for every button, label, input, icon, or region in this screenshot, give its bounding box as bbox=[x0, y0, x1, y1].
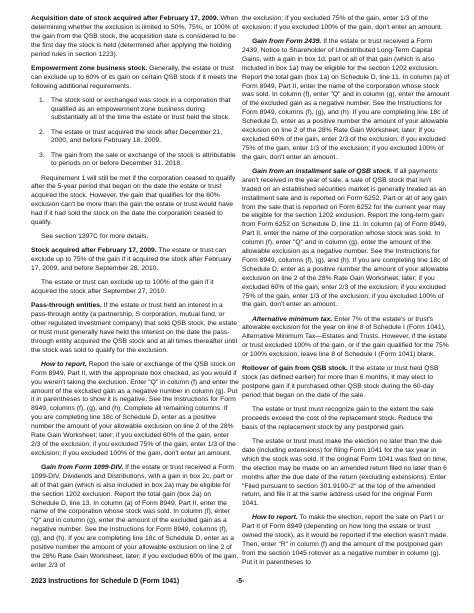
section-heading: Acquisition date of stock acquired after February 17, 2009. bbox=[31, 15, 219, 22]
section-heading: Stock acquired after February 17, 2009. bbox=[31, 247, 157, 255]
right-column bbox=[242, 15, 450, 573]
rollover-how-to-report-paragraph bbox=[242, 514, 450, 567]
requirement-paragraph: Requirement 1 will still be met if the corporation ceased to qualify after the 5-year period that began on the date the estate or trust acquired the stock. However, the gain that qualifies for the 60% exclusion can't be more than the gain the estate or trust would have had if it had sold the stock on the date the corporation ceased to qualify. bbox=[31, 174, 236, 227]
paragraph-text: If the estate or trust received a Form 1099-DIV, Dividends and Distributions, with a gain in box 2c, part or all of that gain (which is also included in box 2a) may be eligible for the section 1202 exclusion. Report the total gain (box 2a) on Schedule D, line 13. In column (a) of Form 8949, Part II, enter the name of the corporation whose stock was sold. In column (f), enter "Q" and in column (g), enter the amount of the excluded gain as a negative number. See the Instructions for Form 8949, columns (f), (g), and (h). If you are completing line 18c of Schedule D, enter as a positive number the amount of your allowable exclusion on line 2 of the 28% Rate Gain Worksheet, later; if you excluded 60% of the gain, enter 2/3 of bbox=[31, 463, 239, 569]
recognize-gain-paragraph: The estate or trust must recognize gain to the extent the sale proceeds exceed the cost of the replacement stock. Reduce the basis of the replacement stock by any postponed gain. bbox=[242, 406, 434, 431]
paragraph-text: When determining whether the exclusion is limited to 50%, 75%, or 100% of the gain from the QSB stock, the acquisition date is considered to be the first day the stock is held (determined after applying the holding period rules in section 1223). bbox=[31, 15, 239, 58]
page-number: -5- bbox=[236, 578, 245, 585]
subsection-heading: Gain from Form 1099-DIV. bbox=[41, 463, 124, 471]
left-column bbox=[31, 15, 239, 576]
list-number: 1. bbox=[39, 96, 45, 104]
subsection-heading: Alternative minimum tax. bbox=[252, 315, 333, 323]
paragraph-text: Generally, the estate or trust can exclude up to 60% of its gain on certain QSB stock if it meets the following additional requirements. bbox=[31, 64, 238, 90]
section-heading: Rollover of gain from QSB stock. bbox=[242, 365, 348, 373]
exclusion-paragraph: The estate or trust can exclude up to 100% of the gain if it acquired the stock after September 27, 2010. bbox=[31, 279, 214, 296]
list-text: The gain from the sale or exchange of the stock is attributable to periods on or before December 31, 2018. bbox=[51, 151, 236, 168]
alternative-minimum-tax-paragraph bbox=[242, 316, 450, 361]
stock-acquired-paragraph bbox=[31, 247, 239, 274]
paragraph-text: If the estate or trust received a Form 2439, Notice to Shareholder of Undistributed Long-Term Capital Gains, with a gain in box 1d, part or all of that gain (which is also included in box 1a) may be eligible for the section 1202 exclusion. Report the total gain (box 1a) on Schedule D, line 11. In column (a) of Form 8949, Part II, enter the name of the corporation whose stock was sold. In column (f), enter "Q" and in column (g), enter the amount of the excluded gain as a negative number. See the Instructions for Form 8949, columns (f), (g), and (h). If you are completing line 18c of Schedule D, enter as a positive number the amount of your allowable exclusion on line 2 of the 28% Rate Gain Worksheet, later; if you excluded 60% of the gain, enter 2/3 of the exclusion; if you excluded 75% of the gain, enter 1/3 of the exclusion; if you excluded 100% of the gain, don't enter an amount. bbox=[242, 38, 450, 161]
subsection-heading: Gain from Form 2439. bbox=[252, 38, 322, 45]
requirement-list-item bbox=[31, 97, 239, 124]
form-1099-div-paragraph bbox=[31, 464, 239, 571]
empowerment-zone-paragraph bbox=[31, 65, 239, 92]
acquisition-date-paragraph bbox=[31, 15, 239, 60]
form-2439-paragraph bbox=[242, 38, 450, 163]
subsection-heading: How to report. bbox=[252, 514, 298, 522]
election-paragraph: The estate or trust must make the election no later than the due date (including extensions) for filing Form 1041 for the tax year in which the stock was sold. If the original Form 1041 was filed on time, the election may be made on an amended return filed no later than 6 months after the due date of the return (excluding extensions). Enter "Filed pursuant to section 301.9100-2" at the top of the amended return, and file it at the same address used for the original Form 1041. bbox=[242, 438, 448, 508]
list-text: The stock sold or exchanged was stock in a corporation that qualified as an empowerment zone business during substantially all of the time the estate or trust held the stock. bbox=[51, 96, 231, 122]
see-section-paragraph: See section 1397C for more details. bbox=[41, 233, 149, 241]
pass-through-paragraph bbox=[31, 302, 239, 355]
subsection-heading: Gain from an installment sale of QSB stock. bbox=[252, 167, 393, 175]
footer-title: 2023 Instructions for Schedule D (Form 1041) bbox=[31, 578, 180, 585]
how-to-report-paragraph bbox=[31, 361, 239, 459]
page-footer bbox=[31, 578, 447, 590]
subsection-heading: How to report. bbox=[41, 360, 87, 368]
requirement-list-item bbox=[31, 152, 239, 170]
list-number: 2. bbox=[39, 128, 45, 136]
paragraph-text: Report the sale or exchange of the QSB stock on Form 8949, Part II, with the appropriate box checked, as you would if you weren't taking the exclusion. Enter "Q" in column (f) and enter the amount of the excluded gain as a negative number in column (g). Put it in parentheses to show it is negative. See the Instructions for Form 8949, columns (f), (g), and (h). Complete all remaining columns. If you are completing line 18c of Schedule D, enter as a positive number the amount of your allowable exclusion on line 2 of the 28% Rate Gain Worksheet; later; if you excluded 60% of the gain, enter 2/3 of the exclusion; if you excluded 75% of the gain, enter 1/3 of the exclusion; if you excluded 100% of the gain, don't enter an amount. bbox=[31, 360, 239, 457]
section-heading: Pass-through entities. bbox=[31, 302, 102, 310]
requirement-list-item bbox=[31, 129, 239, 147]
continued-paragraph: the exclusion; if you excluded 75% of the gain, enter 1/3 of the exclusion; if you excluded 100% of the gain, don't enter an amount. bbox=[242, 15, 443, 31]
list-number: 3. bbox=[39, 151, 45, 159]
rollover-paragraph bbox=[242, 365, 450, 401]
paragraph-text: Enter 7% of the estate's or trust's allowable exclusion for the year on line 8 of Schedule I (Form 1041), Alternative Minimum Tax—Estates and Trusts. However, if the estate or trust excluded 100% of the gain, or if the gain qualified for the 75% or 100% exclusion, leave line 8 of Schedule I (Form 1041) blank. bbox=[242, 315, 449, 359]
paragraph-text: The estate or trust can exclude up to 75% of the gain if it acquired the stock after February 17, 2009, and before September 28, 2010. bbox=[31, 247, 232, 273]
installment-sale-paragraph bbox=[242, 168, 450, 311]
paragraph-text: If all payments aren't received in the year of sale, a sale of QSB stock that isn't traded on an established securities market is generally treated as an installment sale and is reported on Form 6252. Part or all of any gain from the sale that is reported on Form 6252 for the current year may be eligible for the section 1202 exclusion. Report the long-term gain from Form 6252 on Schedule D, line 11. In column (a) of Form 8949, Part II, enter the name of the corporation whose stock was sold. In column (f), enter "Q" and in column (g), enter the amount of the allowable exclusion as a negative number. See the Instructions for Form 8949, columns (f), (g), and (h). If you are completing line 18c of Schedule D, enter as a positive number the amount of your allowable exclusion on line 2 of the 28% Rate Gain Worksheet, later; if you excluded 60% of the gain, enter 2/3 of the exclusion; if you excluded 75% of the gain, enter 1/3 of the exclusion; if you excluded 100% of the gain, don't enter an amount. bbox=[242, 167, 449, 309]
section-heading: Empowerment zone business stock. bbox=[31, 64, 148, 72]
paragraph-text: If the estate or trust held an interest in a pass-through entity (a partnership, S corporation, mutual fund, or other regulated investment company) that sold QSB stock, the estate or trust must generally have held the interest on the date the pass-through entity acquired the QSB stock and at all times thereafter until the stock was sold to qualify for the exclusion. bbox=[31, 302, 237, 354]
list-text: The estate or trust acquired the stock after December 21, 2000, and before February 18, 2009. bbox=[51, 128, 223, 145]
paragraph-text: To make the election, report the sale on Part I or Part II of Form 8949 (depending on how long the estate or trust owned the stock), as it would be reported if the election wasn't made. Then, enter "R" in column (f) and the amount of the postponed gain from the section 1045 rollover as a negative number in column (g). Put it in parentheses to bbox=[242, 514, 449, 566]
paragraph-text: If the estate or trust held QSB stock (as defined earlier) for more than 6 months, it may elect to postpone gain if it purchased other QSB stock during the 60-day period that began on the date of the sale. bbox=[242, 365, 439, 399]
